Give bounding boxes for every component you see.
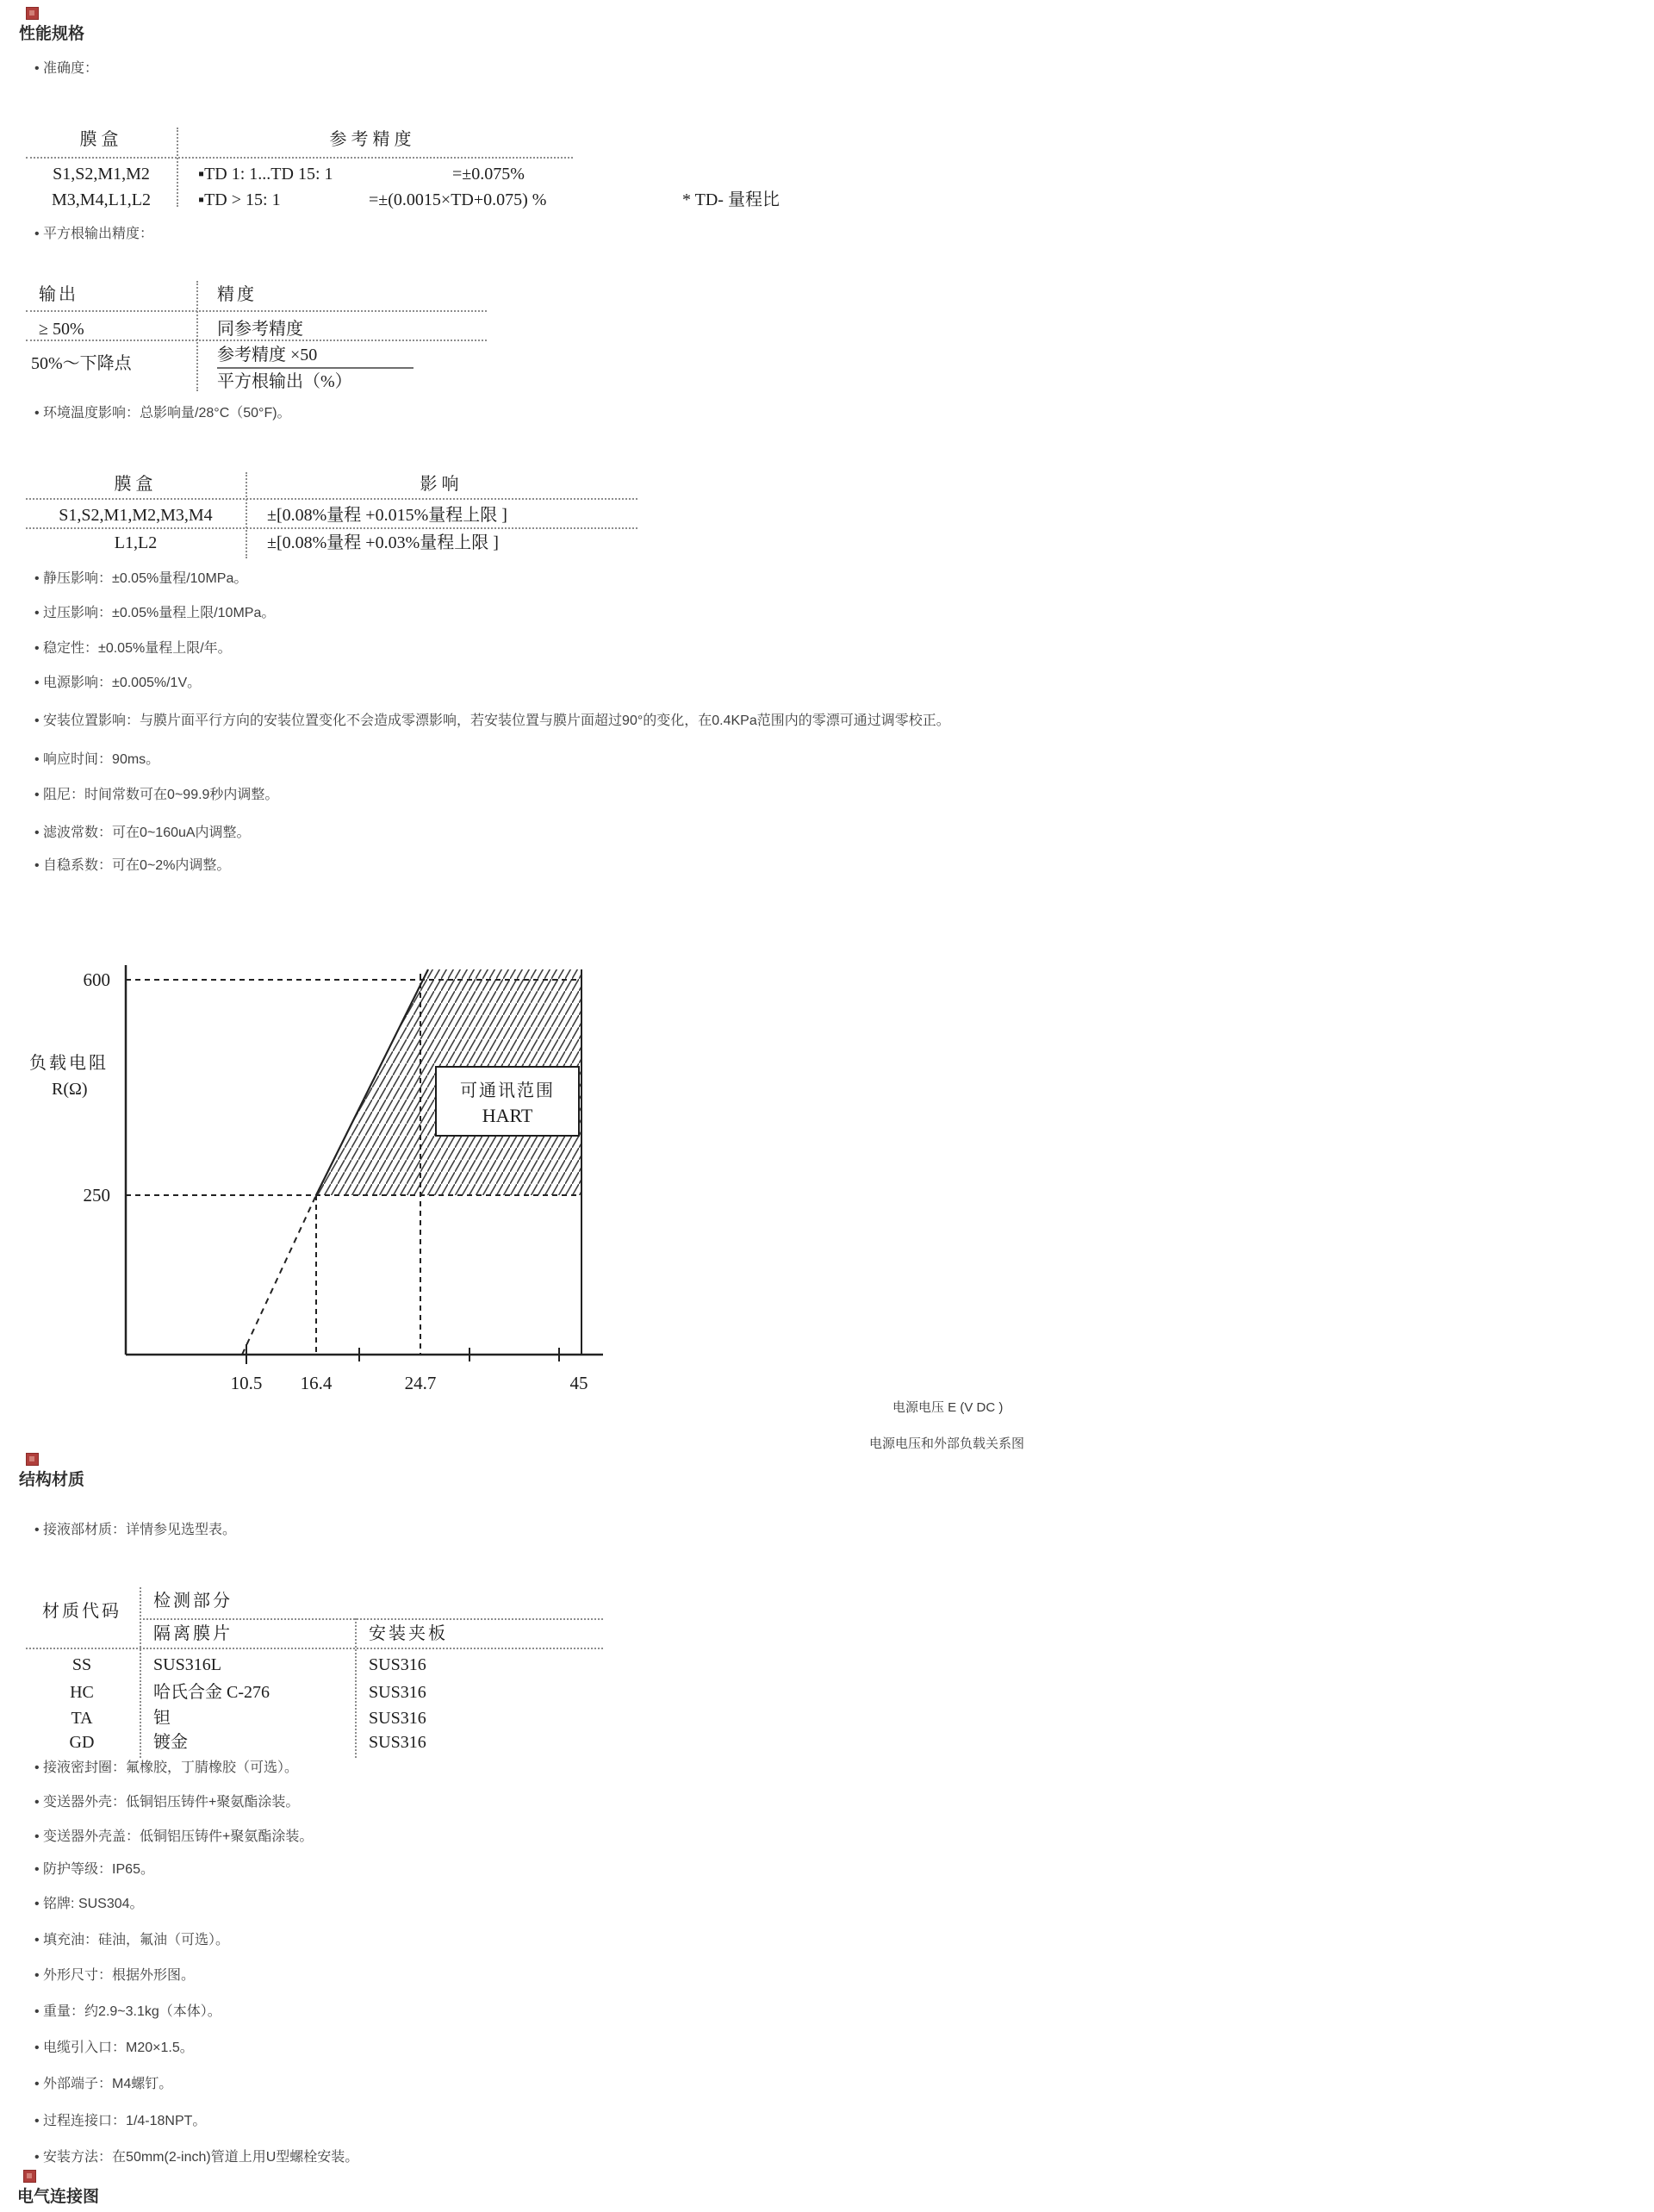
t4-subheader-diaphragm: 隔离膜片 <box>153 1624 233 1643</box>
bullet-housing: • 变送器外壳：低铜铝压铸件+聚氨酯涂装。 <box>34 1794 299 1811</box>
t4-header-code: 材质代码 <box>42 1602 121 1621</box>
t3-header-rule <box>26 498 637 500</box>
y-axis-title-line2: R(Ω) <box>52 1080 88 1099</box>
bullet-overpressure: • 过压影响：±0.05%量程上限/10MPa。 <box>34 605 275 622</box>
section-title-performance: 性能规格 <box>19 25 85 43</box>
bullet-weight: • 重量：约2.9~3.1kg（本体）。 <box>34 2003 221 2021</box>
t1-header-rule <box>26 157 573 159</box>
t4-row-diaphragm: 镀金 <box>153 1733 188 1752</box>
bullet-dimensions: • 外形尺寸：根据外形图。 <box>34 1967 195 1985</box>
bullet-mounting: • 安装方法：在50mm(2-inch)管道上用U型螺栓安装。 <box>34 2149 358 2166</box>
boundary-line-dashed <box>242 1195 316 1355</box>
t1-header-accuracy: 参考精度 <box>329 130 416 149</box>
t3-row-rule <box>26 527 637 529</box>
t4-row-code: HC <box>70 1683 94 1702</box>
t4-row-code: SS <box>72 1655 92 1674</box>
t2-fraction-denominator: 平方根输出（%） <box>217 372 352 391</box>
bullet-stability: • 稳定性：±0.05%量程上限/年。 <box>34 640 232 657</box>
bullet-mounting-effect: • 安装位置影响：与膜片面平行方向的安装位置变化不会造成零漂影响，若安装位置与膜片面超过90°的变化，在0.4KPa范围内的零漂可通过调零校正。 <box>34 713 950 730</box>
t2-fraction-bar <box>217 367 414 369</box>
t1-row1-value: =±0.075% <box>452 165 525 184</box>
section-title-electrical: 电气连接图 <box>17 2188 100 2206</box>
t4-row-diaphragm: 哈氏合金 C-276 <box>153 1683 270 1702</box>
section-marker-icon <box>23 2170 36 2183</box>
t1-row2-condition: ▪TD > 15: 1 <box>198 190 281 209</box>
bullet-cable-entry: • 电缆引入口：M20×1.5。 <box>34 2040 194 2057</box>
t2-row1-output: ≥ 50% <box>39 320 84 339</box>
t2-header-rule <box>26 310 487 312</box>
chart-title-caption: 电源电压和外部负载关系图 <box>869 1436 1025 1451</box>
section-marker-icon <box>26 7 39 20</box>
xtick-16-4: 16.4 <box>300 1373 333 1393</box>
sqrt-output-label: • 平方根输出精度： <box>34 226 153 243</box>
t4-row-code: GD <box>69 1733 95 1752</box>
t4-row-clamp: SUS316 <box>369 1733 426 1752</box>
t3-row2-effect: ±[0.08%量程 +0.03%量程上限 ] <box>267 533 499 552</box>
t1-row2-capsule: M3,M4,L1,L2 <box>52 190 151 209</box>
bullet-process-conn: • 过程连接口：1/4-18NPT。 <box>34 2113 206 2130</box>
bullet-terminal: • 外部端子：M4螺钉。 <box>34 2076 172 2093</box>
t1-column-divider <box>177 128 178 207</box>
bullet-damping: • 阻尼：时间常数可在0~99.9秒内调整。 <box>34 787 278 804</box>
xtick-45: 45 <box>569 1373 588 1393</box>
t3-row1-effect: ±[0.08%量程 +0.015%量程上限 ] <box>267 506 507 525</box>
t1-turndown-note: * TD- 量程比 <box>682 190 780 209</box>
bullet-fill-oil: • 填充油：硅油，氟油（可选）。 <box>34 1932 229 1949</box>
hart-label-line2: HART <box>482 1105 533 1126</box>
wetted-parts-label: • 接液部材质：详情参见选型表。 <box>34 1522 236 1539</box>
xtick-10-5: 10.5 <box>230 1373 263 1393</box>
bullet-protection: • 防护等级：IP65。 <box>34 1861 154 1879</box>
t4-row-clamp: SUS316 <box>369 1683 426 1702</box>
xtick-24-7: 24.7 <box>404 1373 437 1393</box>
t4-divider-1 <box>140 1587 141 1758</box>
t4-group-rule <box>140 1618 603 1620</box>
t4-subheader-clamp: 安装夹板 <box>369 1624 448 1643</box>
t3-header-effect: 影响 <box>420 475 463 494</box>
load-resistance-chart <box>0 931 655 1422</box>
t2-fraction-numerator: 参考精度 ×50 <box>217 346 318 365</box>
t4-row-clamp: SUS316 <box>369 1655 426 1674</box>
t4-row-diaphragm: 钽 <box>153 1709 171 1728</box>
t4-row-code: TA <box>71 1709 93 1728</box>
bullet-response-time: • 响应时间：90ms。 <box>34 751 159 769</box>
hart-label-line1: 可通讯范围 <box>460 1081 555 1100</box>
bullet-filter-constant: • 滤波常数：可在0~160uA内调整。 <box>34 825 251 842</box>
accuracy-label: • 准确度： <box>34 60 98 78</box>
temp-effect-label: • 环境温度影响：总影响量/28°C（50°F)。 <box>34 405 291 422</box>
t4-header-rule <box>26 1648 603 1649</box>
t3-header-capsule: 膜盒 <box>114 475 158 494</box>
t1-header-capsule: 膜盒 <box>79 130 123 149</box>
t2-header-accuracy: 精度 <box>217 285 257 304</box>
section-marker-icon <box>26 1453 39 1466</box>
t2-row2-output: 50%～下降点 <box>31 354 132 373</box>
bullet-nameplate: • 铭牌: SUS304。 <box>34 1896 144 1913</box>
t3-row2-capsule: L1,L2 <box>114 533 158 552</box>
t2-row1-accuracy: 同参考精度 <box>217 320 303 339</box>
t4-row-clamp: SUS316 <box>369 1709 426 1728</box>
ytick-250: 250 <box>83 1185 110 1206</box>
t1-row2-value: =±(0.0015×TD+0.075) % <box>369 190 547 209</box>
t3-column-divider <box>246 472 247 558</box>
t4-header-group: 检测部分 <box>153 1592 233 1611</box>
ytick-600: 600 <box>83 969 110 990</box>
bullet-power-effect: • 电源影响：±0.005%/1V。 <box>34 675 201 692</box>
t2-header-output: 输出 <box>39 285 78 304</box>
chart-xaxis-caption: 电源电压 E (V DC ) <box>892 1400 1004 1415</box>
t4-divider-2 <box>355 1618 357 1758</box>
t2-column-divider <box>196 281 198 391</box>
y-axis-title-line1: 负载电阻 <box>29 1054 109 1073</box>
t3-row1-capsule: S1,S2,M1,M2,M3,M4 <box>59 506 213 525</box>
bullet-self-stability: • 自稳系数：可在0~2%内调整。 <box>34 857 230 875</box>
bullet-housing-cover: • 变送器外壳盖：低铜铝压铸件+聚氨酯涂装。 <box>34 1829 313 1846</box>
bullet-static-pressure: • 静压影响：±0.05%量程/10MPa。 <box>34 570 247 588</box>
t1-row1-condition: ▪TD 1: 1...TD 15: 1 <box>198 165 333 184</box>
section-title-materials: 结构材质 <box>19 1471 85 1489</box>
t4-row-diaphragm: SUS316L <box>153 1655 221 1674</box>
bullet-gasket: • 接液密封圈：氟橡胶，丁腈橡胶（可选）。 <box>34 1760 298 1777</box>
t2-row-rule <box>26 340 487 341</box>
t1-row1-capsule: S1,S2,M1,M2 <box>53 165 150 184</box>
